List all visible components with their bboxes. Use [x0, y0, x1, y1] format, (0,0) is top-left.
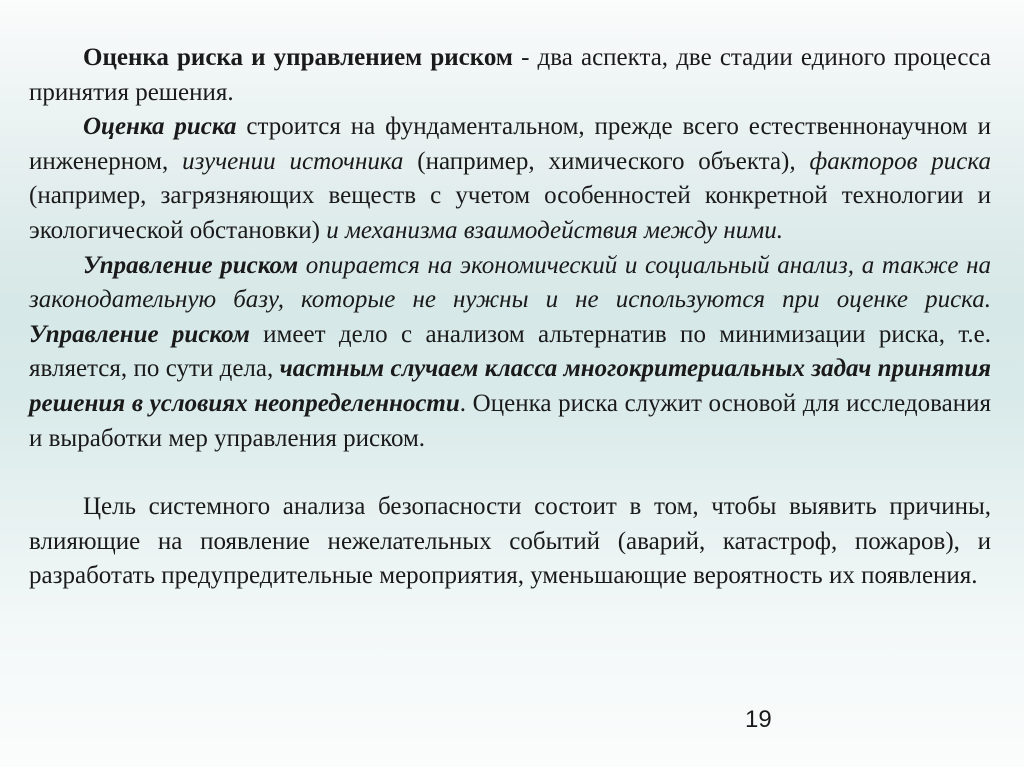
paragraph-risk-management [29, 249, 991, 457]
risk-management-text-1: имеет дело с анализом альтернатив по минимизации риска, т.е. является, по сути дела, [29, 320, 991, 383]
paragraph-risk-assessment [29, 110, 991, 248]
risk-assessment-text-2: (например, химического объекта) [403, 147, 790, 175]
risk-assessment-text-1: строится на фундаментальном, прежде всего естественнонаучном и инженерном, [29, 113, 992, 175]
paragraph-safety-analysis-goal: Цель системного анализа безопасности состоит в том, чтобы выявить причины, влияющие на появление нежелательных событий (аварий, катастроф, пожаров), и разработать предупредительные мероприятия, уменьшающие вероятность их появления. [29, 493, 991, 590]
risk-assessment-source-study: изучении источника [182, 147, 404, 175]
term-risk-management-2: Управление риском [29, 320, 250, 348]
paragraph-gap [29, 456, 991, 490]
term-risk-assessment: Оценка риска [83, 113, 237, 141]
term-risk-management-1: Управление риском [83, 251, 299, 279]
slide-body [29, 41, 991, 594]
term-risk-assessment-and-management: Оценка риска и управлением риском [83, 44, 513, 71]
risk-management-special-case: частным случаем класса многокритериальных задач принятия решения в условиях неопределенности [29, 355, 991, 417]
risk-assessment-factors: , факторов риска [789, 147, 991, 175]
risk-assessment-text-3: (например, загрязняющих веществ с учетом особенностей конкретной технологии и экологической обстановки) [29, 182, 991, 244]
page-number: 19 [745, 706, 772, 733]
risk-management-text-2: . Оценка риска служит основой для исследования и выработки мер управления риском. [29, 389, 991, 452]
risk-assessment-period: . [776, 216, 783, 244]
paragraph-definition-text: - два аспекта, две стадии единого процесса принятия решения. [29, 44, 991, 106]
paragraph-definition [29, 41, 991, 110]
risk-assessment-mechanism: и механизма взаимодействия между ними [326, 216, 777, 244]
risk-management-basis-text: опирается на экономический и социальный анализ, а также на законодательную базу, которые не нужны и не используются при оценке риска. [29, 251, 991, 314]
